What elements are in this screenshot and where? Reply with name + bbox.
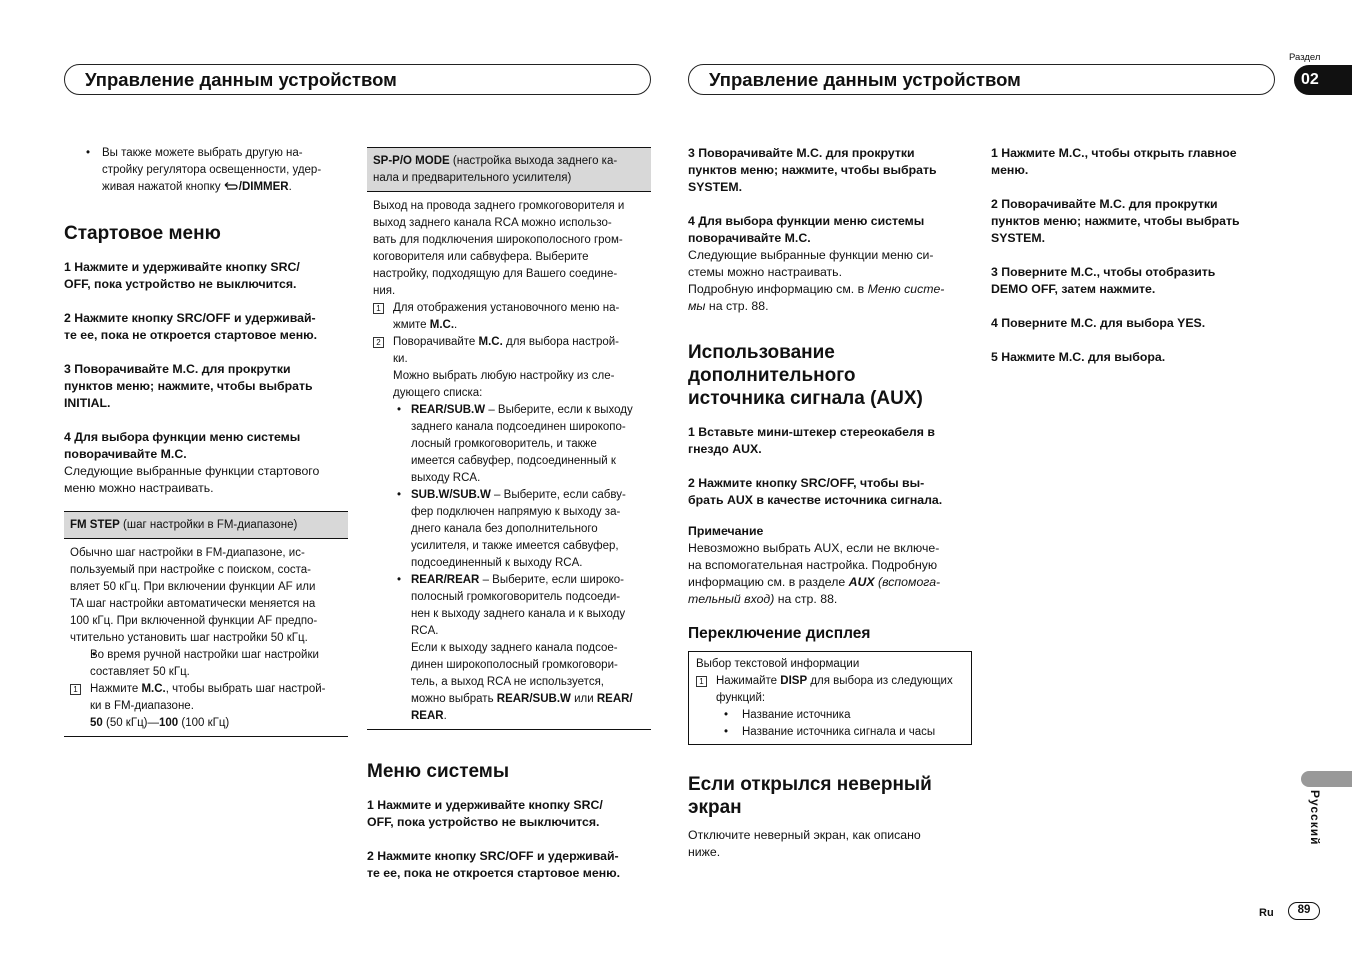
aux-step-1: 1 Вставьте мини-штекер стереокабеля в гнездо AUX. xyxy=(688,425,935,456)
demo-step-3: 3 Поверните M.C., чтобы отобразить DEMO OFF, затем нажмите. xyxy=(991,265,1216,296)
column-2 xyxy=(367,147,651,899)
display-switch-title: Переключение дисплея xyxy=(688,625,871,642)
sp-instruction-1: 1 Для отображения установочного меню на- жмите M.C.. xyxy=(373,300,645,334)
fm-step-table-header: FM STEP (шаг настройки в FM-диапазоне) xyxy=(64,512,348,539)
option-rear-subw: • REAR/SUB.W – Выберите, если к выходу заднего канала подсоединен широкопо- лосный громкоговоритель, и также имеется сабвуфер, подсоединенный к выходу RCA. xyxy=(373,402,645,487)
language-tab xyxy=(1301,771,1352,787)
display-info-box: Выбор текстовой информации 1 Нажимайте DISP для выбора из следующих функций: • Название источника • Название источника сигнала и часы xyxy=(688,651,972,745)
system-step-3: 3 Поворачивайте M.C. для прокрутки пунктов меню; нажмите, чтобы выбрать SYSTEM. xyxy=(688,146,937,194)
system-step-4: 4 Для выбора функции меню системы поворачивайте M.C. xyxy=(688,214,925,245)
demo-step-2: 2 Поворачивайте M.C. для прокрутки пунктов меню; нажмите, чтобы выбрать SYSTEM. xyxy=(991,197,1240,245)
dimmer-bullet: • Вы также можете выбрать другую на- стройку регулятора освещенности, удер- живая нажатой кнопку /DIMMER. xyxy=(64,145,348,196)
column-4 xyxy=(991,145,1275,383)
start-step-1: 1 Нажмите и удерживайте кнопку SRC/ OFF, пока устройство не выключится. xyxy=(64,260,300,291)
fm-step-table xyxy=(64,511,348,737)
column-3 xyxy=(688,145,972,861)
aux-step-2: 2 Нажмите кнопку SRC/OFF, чтобы вы- брать AUX в качестве источника сигнала. xyxy=(688,476,943,507)
step-number-box: 1 xyxy=(373,303,384,314)
note-title: Примечание xyxy=(688,524,764,538)
return-icon xyxy=(224,181,238,190)
fm-step-table-body: Обычно шаг настройки в FM-диапазоне, ис- пользуемый при настройке с поиском, соста- вляет 50 кГц. При включении функции AF или TA шаг настройки автоматически меняется на 100 кГц. При включенной функции AF предпо- чтительно установить шаг настройки 50 кГц. • Во время ручной настройки шаг настройки составляет 50 кГц. 1 Нажмите M.C., чтобы выбрать шаг настрой- ки в FM-диапазоне. 50 (50 кГц)—100 (100 кГц) xyxy=(64,539,348,736)
step-number-box: 1 xyxy=(70,684,81,695)
language-label: Русский xyxy=(1308,790,1322,846)
section-header-right: Управление данным устройством xyxy=(688,64,1275,95)
sp-instruction-2: 2 Поворачивайте M.C. для выбора настрой- ки. Можно выбрать любую настройку из сле- дующего списка: xyxy=(373,334,645,402)
demo-step-1: 1 Нажмите M.C., чтобы открыть главное меню. xyxy=(991,146,1237,177)
section-header-left: Управление данным устройством xyxy=(64,64,651,95)
note-body: Невозможно выбрать AUX, если не включе- на вспомогательная настройка. Подробную информацию см. в разделе AUX (вспомога- тельный вход) на стр. 88. xyxy=(688,541,941,606)
sp-po-mode-table xyxy=(367,147,651,730)
start-menu-title: Стартовое меню xyxy=(64,223,221,244)
system-menu-title: Меню системы xyxy=(367,761,510,782)
option-rear-rear-note: Если к выходу заднего канала подсое- динен широкополосный громкоговори- тель, а выход RCA не используется, можно выбрать REAR/SUB.W или REAR/ REAR. xyxy=(411,642,633,722)
sp-po-mode-table-body: Выход на провода заднего громкоговорителя и выход заднего канала RCA можно использо- вать для подключения широкополосного гром- коговорителя или сабвуфера. Выберите настройку, подходящую для Вашего соедине- ния. 1 Для отображения установочного меню на- жмите M.C.. 2 Поворачивайте M.C. для выбора настрой- ки. Можно выбрать любую настройку из сле- дующего списка: • REAR/SUB.W – Выберите, если к выходу заднего канала подсоединен широкопо- лосный громкоговоритель, и также имеется сабвуфер, подсоединенный к выходу RCA. • SUB.W/SUB.W – Выберите, если сабву- фер подключен напрямую к выходу за- днего канала без дополнительного усилителя, и также имеется сабвуфер, подсоединенный к выходу RCA. • REAR/REAR – Выберите, если широко- полосный громкоговоритель подсоеди- нен к выходу заднего канала и к выходу RCA. Если к выходу заднего канала подсое- динен широкополосный громкоговори- тель, а выход RCA не используется, можно выбрать REAR/SUB.W или REAR/ REAR. xyxy=(367,192,651,729)
column-1 xyxy=(64,145,348,737)
wrong-screen-title: Если открылся неверный экран xyxy=(688,774,932,818)
language-code: Ru xyxy=(1259,907,1274,919)
display-option: • Название источника xyxy=(696,707,964,724)
start-step-2: 2 Нажмите кнопку SRC/OFF и удерживай- те ее, пока не откроется стартовое меню. xyxy=(64,311,318,342)
sp-po-mode-table-header: SP-P/O MODE (настройка выхода заднего ка- нала и предварительного усилителя) xyxy=(367,148,651,192)
step-number-box: 1 xyxy=(696,676,707,687)
option-subw-subw: • SUB.W/SUB.W – Выберите, если сабву- фер подключен напрямую к выходу за- днего канала без дополнительного усилителя, и также имеется сабвуфер, подсоединенный к выходу RCA. xyxy=(373,487,645,572)
start-step-3: 3 Поворачивайте M.C. для прокрутки пунктов меню; нажмите, чтобы выбрать INITIAL. xyxy=(64,362,313,410)
system-step-2: 2 Нажмите кнопку SRC/OFF и удерживай- те ее, пока не откроется стартовое меню. xyxy=(367,849,621,880)
manual-tuning-bullet: • Во время ручной настройки шаг настройки составляет 50 кГц. xyxy=(70,647,342,681)
display-option: • Название источника сигнала и часы xyxy=(696,724,964,741)
demo-step-4: 4 Поверните M.C. для выбора YES. xyxy=(991,316,1206,330)
demo-step-5: 5 Нажмите M.C. для выбора. xyxy=(991,350,1166,364)
section-label: Раздел xyxy=(1289,52,1321,63)
step-number-box: 2 xyxy=(373,337,384,348)
wrong-screen-desc: Отключите неверный экран, как описано ниже. xyxy=(688,828,921,859)
system-step-1: 1 Нажмите и удерживайте кнопку SRC/ OFF, пока устройство не выключится. xyxy=(367,798,603,829)
start-step-4-desc: Следующие выбранные функции стартового меню можно настраивать. xyxy=(64,464,320,495)
option-rear-rear: • REAR/REAR – Выберите, если широко- полосный громкоговоритель подсоеди- нен к выходу заднего канала и к выходу RCA. xyxy=(373,572,645,640)
section-number-badge: 02 xyxy=(1294,65,1352,95)
fm-step-instruction: 1 Нажмите M.C., чтобы выбрать шаг настрой- ки в FM-диапазоне. 50 (50 кГц)—100 (100 кГц) xyxy=(70,681,342,732)
system-step-4-desc: Следующие выбранные функции меню си- стемы можно настраивать. Подробную информацию см. в Меню систе- мы на стр. 88. xyxy=(688,248,945,313)
aux-title: Использование дополнительного источника сигнала (AUX) xyxy=(688,342,923,409)
page-number: 89 xyxy=(1288,902,1320,920)
display-instruction: 1 Нажимайте DISP для выбора из следующих функций: xyxy=(696,673,964,707)
start-step-4: 4 Для выбора функции меню системы поворачивайте M.C. xyxy=(64,430,301,461)
